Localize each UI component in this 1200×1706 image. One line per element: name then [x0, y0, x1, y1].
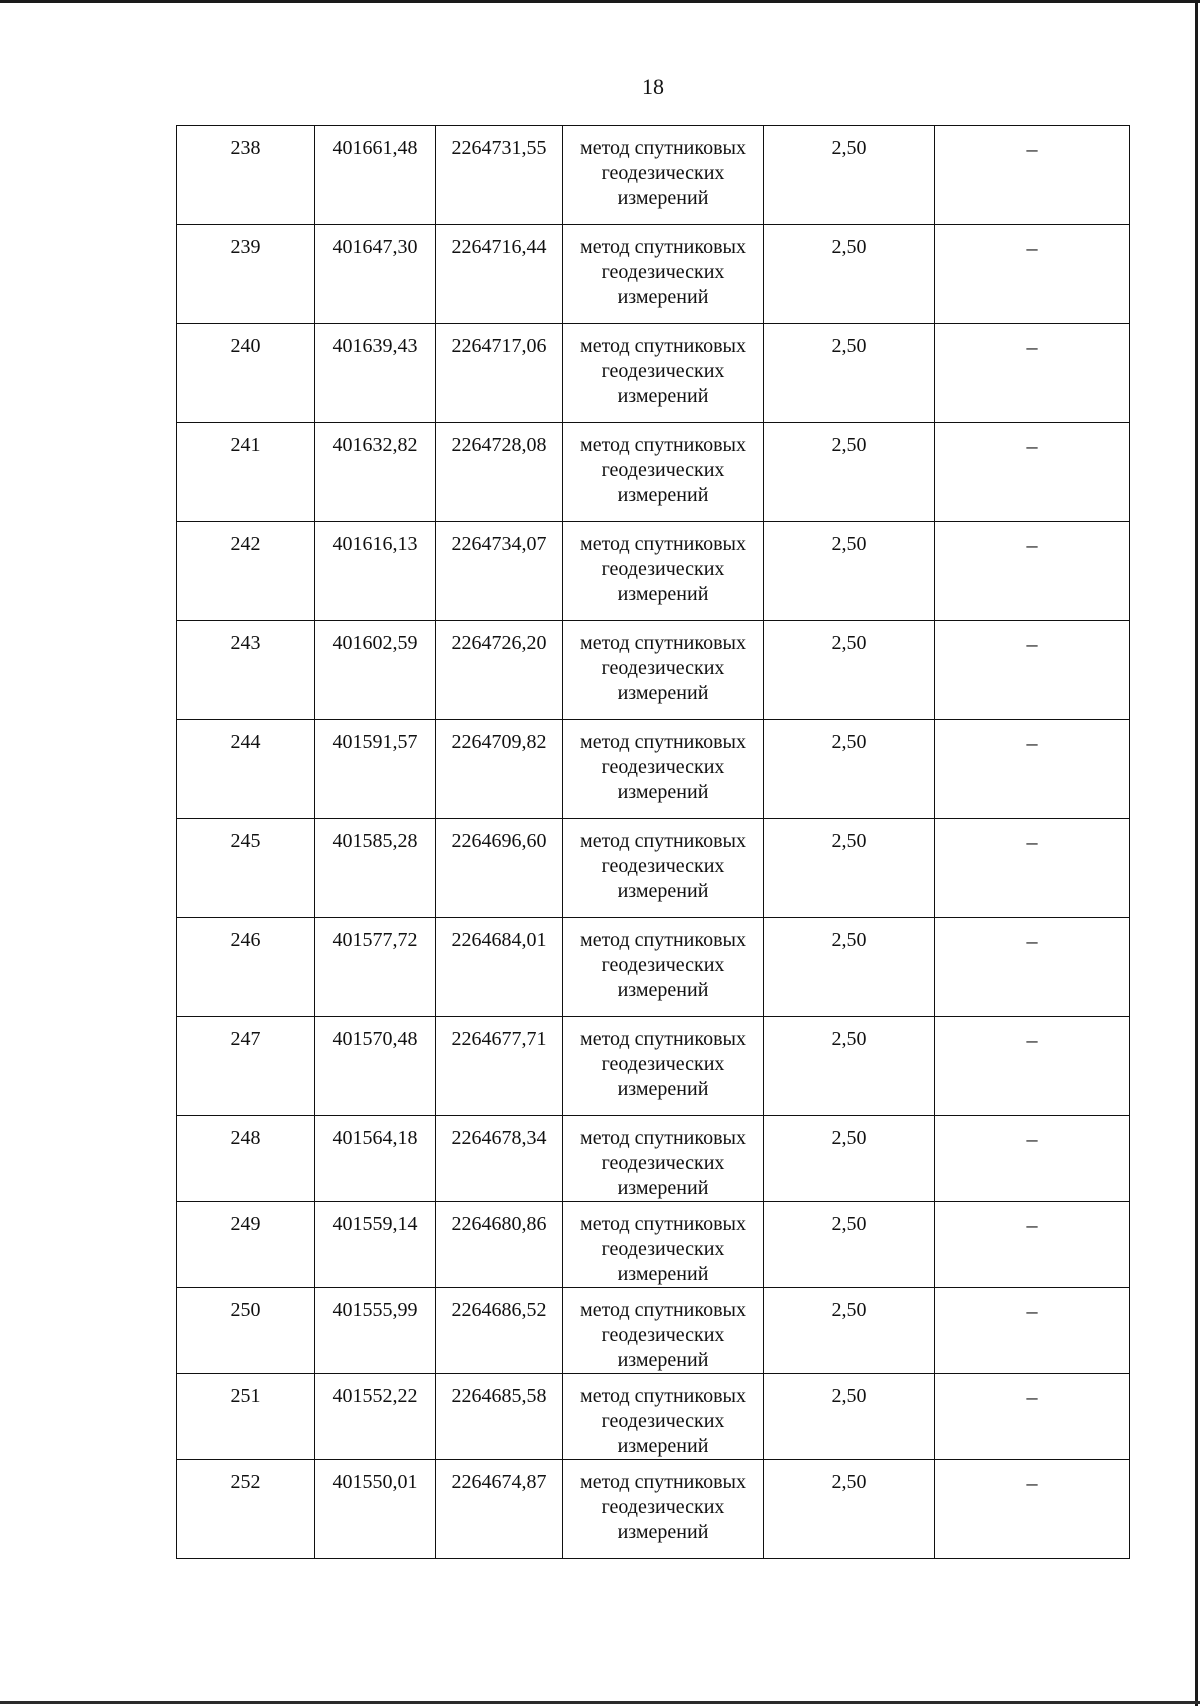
- table-row: [177, 324, 1130, 423]
- page-number: 18: [642, 74, 664, 99]
- point-number-cell: 239: [177, 225, 315, 324]
- point-number-cell: 243: [177, 621, 315, 720]
- point-number-cell: 241: [177, 423, 315, 522]
- accuracy-cell: 2,50: [764, 1288, 935, 1374]
- y-coordinate-cell: 2264685,58: [436, 1374, 563, 1460]
- y-coordinate-cell: 2264731,55: [436, 126, 563, 225]
- point-number-cell: 242: [177, 522, 315, 621]
- point-number-cell: 249: [177, 1202, 315, 1288]
- method-cell: метод спутниковых геодезических измерений: [563, 324, 764, 423]
- x-coordinate-cell: 401616,13: [315, 522, 436, 621]
- page-border-top: [0, 0, 1200, 3]
- x-coordinate-cell: 401555,99: [315, 1288, 436, 1374]
- y-coordinate-cell: 2264696,60: [436, 819, 563, 918]
- method-cell: метод спутниковых геодезических измерений: [563, 1374, 764, 1460]
- x-coordinate-cell: 401661,48: [315, 126, 436, 225]
- note-cell: –: [935, 1202, 1130, 1288]
- x-coordinate-cell: 401647,30: [315, 225, 436, 324]
- accuracy-cell: 2,50: [764, 423, 935, 522]
- note-cell: –: [935, 720, 1130, 819]
- note-cell: –: [935, 1017, 1130, 1116]
- method-cell: метод спутниковых геодезических измерений: [563, 1116, 764, 1202]
- table-row: [177, 126, 1130, 225]
- point-number-cell: 245: [177, 819, 315, 918]
- y-coordinate-cell: 2264716,44: [436, 225, 563, 324]
- x-coordinate-cell: 401559,14: [315, 1202, 436, 1288]
- note-cell: –: [935, 423, 1130, 522]
- note-cell: –: [935, 225, 1130, 324]
- x-coordinate-cell: 401632,82: [315, 423, 436, 522]
- point-number-cell: 248: [177, 1116, 315, 1202]
- note-cell: –: [935, 324, 1130, 423]
- note-cell: –: [935, 918, 1130, 1017]
- method-cell: метод спутниковых геодезических измерений: [563, 1288, 764, 1374]
- method-cell: метод спутниковых геодезических измерений: [563, 522, 764, 621]
- table-row: [177, 423, 1130, 522]
- accuracy-cell: 2,50: [764, 324, 935, 423]
- page-border-bottom: [0, 1701, 1200, 1704]
- accuracy-cell: 2,50: [764, 1116, 935, 1202]
- y-coordinate-cell: 2264709,82: [436, 720, 563, 819]
- method-cell: метод спутниковых геодезических измерений: [563, 819, 764, 918]
- x-coordinate-cell: 401564,18: [315, 1116, 436, 1202]
- x-coordinate-cell: 401552,22: [315, 1374, 436, 1460]
- page-border-right: [1195, 0, 1198, 1706]
- x-coordinate-cell: 401585,28: [315, 819, 436, 918]
- note-cell: –: [935, 819, 1130, 918]
- accuracy-cell: 2,50: [764, 819, 935, 918]
- y-coordinate-cell: 2264684,01: [436, 918, 563, 1017]
- table-row: [177, 819, 1130, 918]
- point-number-cell: 240: [177, 324, 315, 423]
- accuracy-cell: 2,50: [764, 1202, 935, 1288]
- table-row: [177, 1116, 1130, 1202]
- note-cell: –: [935, 1116, 1130, 1202]
- note-cell: –: [935, 126, 1130, 225]
- note-cell: –: [935, 522, 1130, 621]
- x-coordinate-cell: 401602,59: [315, 621, 436, 720]
- x-coordinate-cell: 401550,01: [315, 1460, 436, 1559]
- y-coordinate-cell: 2264734,07: [436, 522, 563, 621]
- accuracy-cell: 2,50: [764, 522, 935, 621]
- table-row: [177, 1202, 1130, 1288]
- point-number-cell: 244: [177, 720, 315, 819]
- note-cell: –: [935, 1374, 1130, 1460]
- y-coordinate-cell: 2264728,08: [436, 423, 563, 522]
- y-coordinate-cell: 2264678,34: [436, 1116, 563, 1202]
- note-cell: –: [935, 1460, 1130, 1559]
- method-cell: метод спутниковых геодезических измерений: [563, 1460, 764, 1559]
- method-cell: метод спутниковых геодезических измерений: [563, 1202, 764, 1288]
- coordinates-table-body: [177, 126, 1130, 1559]
- method-cell: метод спутниковых геодезических измерений: [563, 225, 764, 324]
- y-coordinate-cell: 2264680,86: [436, 1202, 563, 1288]
- point-number-cell: 246: [177, 918, 315, 1017]
- coordinates-table: [176, 125, 1130, 1559]
- table-row: [177, 1288, 1130, 1374]
- accuracy-cell: 2,50: [764, 126, 935, 225]
- table-row: [177, 1460, 1130, 1559]
- y-coordinate-cell: 2264717,06: [436, 324, 563, 423]
- y-coordinate-cell: 2264674,87: [436, 1460, 563, 1559]
- method-cell: метод спутниковых геодезических измерений: [563, 1017, 764, 1116]
- method-cell: метод спутниковых геодезических измерений: [563, 126, 764, 225]
- x-coordinate-cell: 401570,48: [315, 1017, 436, 1116]
- point-number-cell: 247: [177, 1017, 315, 1116]
- point-number-cell: 250: [177, 1288, 315, 1374]
- point-number-cell: 238: [177, 126, 315, 225]
- accuracy-cell: 2,50: [764, 621, 935, 720]
- table-row: [177, 621, 1130, 720]
- accuracy-cell: 2,50: [764, 225, 935, 324]
- table-row: [177, 1374, 1130, 1460]
- table-row: [177, 225, 1130, 324]
- point-number-cell: 251: [177, 1374, 315, 1460]
- table-row: [177, 1017, 1130, 1116]
- method-cell: метод спутниковых геодезических измерений: [563, 720, 764, 819]
- x-coordinate-cell: 401591,57: [315, 720, 436, 819]
- x-coordinate-cell: 401577,72: [315, 918, 436, 1017]
- accuracy-cell: 2,50: [764, 1374, 935, 1460]
- accuracy-cell: 2,50: [764, 1460, 935, 1559]
- method-cell: метод спутниковых геодезических измерений: [563, 918, 764, 1017]
- y-coordinate-cell: 2264677,71: [436, 1017, 563, 1116]
- table-row: [177, 720, 1130, 819]
- accuracy-cell: 2,50: [764, 1017, 935, 1116]
- point-number-cell: 252: [177, 1460, 315, 1559]
- y-coordinate-cell: 2264726,20: [436, 621, 563, 720]
- x-coordinate-cell: 401639,43: [315, 324, 436, 423]
- y-coordinate-cell: 2264686,52: [436, 1288, 563, 1374]
- accuracy-cell: 2,50: [764, 918, 935, 1017]
- table-row: [177, 522, 1130, 621]
- note-cell: –: [935, 1288, 1130, 1374]
- method-cell: метод спутниковых геодезических измерений: [563, 621, 764, 720]
- note-cell: –: [935, 621, 1130, 720]
- accuracy-cell: 2,50: [764, 720, 935, 819]
- table-row: [177, 918, 1130, 1017]
- method-cell: метод спутниковых геодезических измерений: [563, 423, 764, 522]
